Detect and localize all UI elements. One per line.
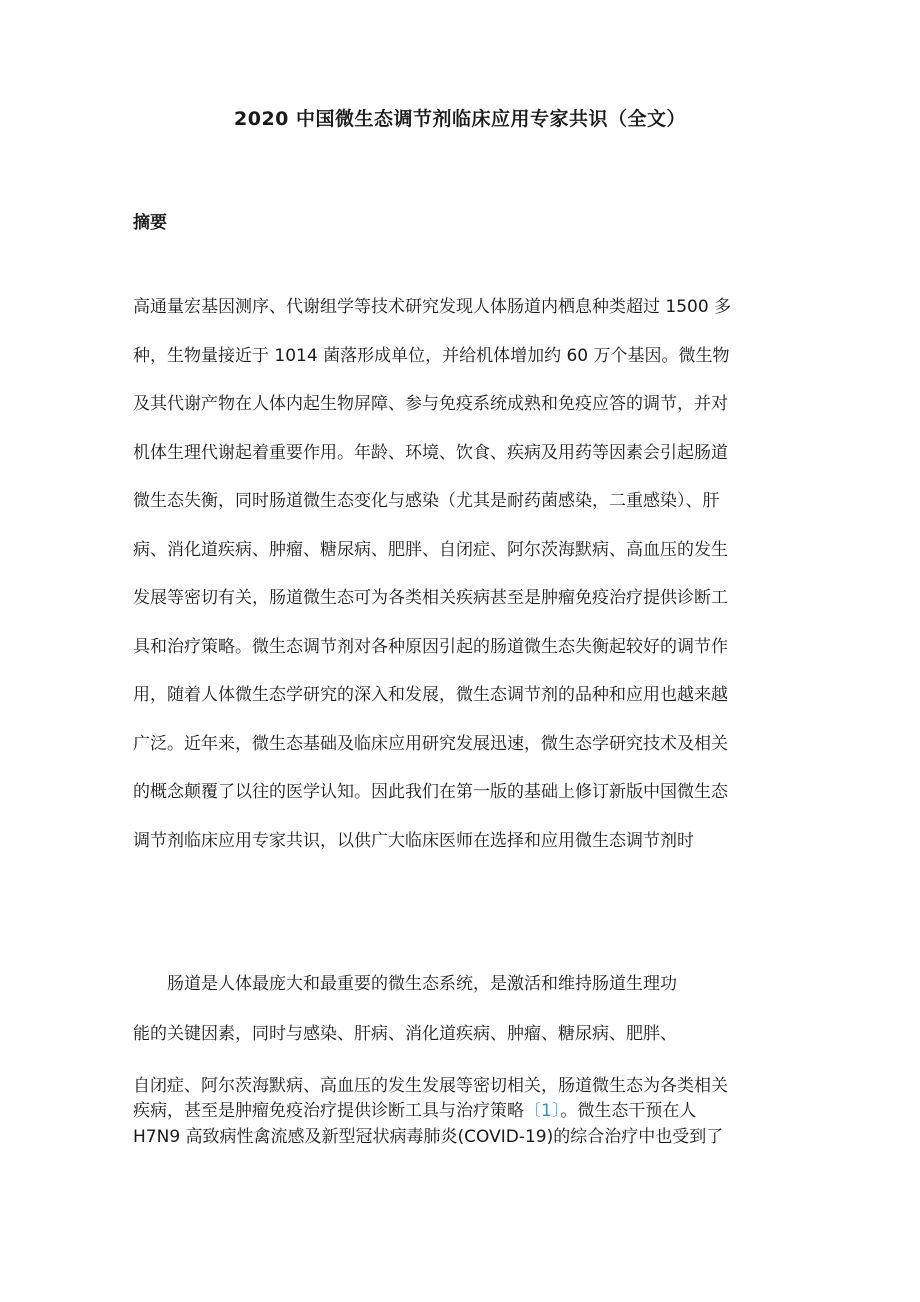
abstract-paragraph	[133, 292, 793, 874]
body-line: 肠道是人体最庞大和最重要的微生态系统，是激活和维持肠道生理功	[133, 974, 677, 994]
abstract-line: 种，生物量接近于 1014 菌落形成单位，并给机体增加约 60 万个基因。微生物	[133, 345, 730, 366]
abstract-line: 机体生理代谢起着重要作用。年龄、环境、饮食、疾病及用药等因素会引起肠道	[133, 442, 728, 463]
abstract-line: 的概念颠覆了以往的医学认知。因此我们在第一版的基础上修订新版中国微生态	[133, 782, 728, 802]
body-line	[133, 1097, 696, 1125]
abstract-line: 广泛。近年来，微生态基础及临床应用研究发展迅速，微生态学研究技术及相关	[133, 733, 728, 754]
document-title: 2020 中国微生态调节剂临床应用专家共识（全文）	[234, 108, 686, 130]
abstract-line: 调节剂临床应用专家共识，以供广大临床医师在选择和应用微生态调节剂时	[133, 830, 694, 851]
body-line-text: 疾病，甚至是肿瘤免疫治疗提供诊断工具与治疗策略	[133, 1101, 524, 1121]
body-line: H7N9 高致病性禽流感及新型冠状病毒肺炎(COVID-19)的综合治疗中也受到了	[133, 1127, 724, 1147]
citation-link[interactable]: 〔1〕	[524, 1101, 561, 1121]
body-line: 自闭症、阿尔茨海默病、高血压的发生发展等密切相关，肠道微生态为各类相关	[133, 1076, 728, 1096]
abstract-heading: 摘要	[133, 213, 167, 233]
abstract-line: 发展等密切有关，肠道微生态可为各类相关疾病甚至是肿瘤免疫治疗提供诊断工	[133, 588, 728, 608]
abstract-line: 微生态失衡，同时肠道微生态变化与感染（尤其是耐药菌感染，二重感染）、肝	[133, 491, 720, 511]
abstract-line: 用，随着人体微生态学研究的深入和发展，微生态调节剂的品种和应用也越来越	[133, 685, 728, 705]
body-line: 能的关键因素，同时与感染、肝病、消化道疾病、肿瘤、糖尿病、肥胖、	[133, 1024, 677, 1044]
abstract-line: 高通量宏基因测序、代谢组学等技术研究发现人体肠道内栖息种类超过 1500 多	[133, 297, 732, 317]
abstract-line: 病、消化道疾病、肿瘤、糖尿病、肥胖、自闭症、阿尔茨海默病、高血压的发生	[133, 539, 728, 560]
body-line-text: 。微生态干预在人	[560, 1101, 697, 1121]
abstract-line: 及其代谢产物在人体内起生物屏障、参与免疫系统成熟和免疫应答的调节，并对	[133, 394, 728, 414]
abstract-line: 具和治疗策略。微生态调节剂对各种原因引起的肠道微生态失衡起较好的调节作	[133, 636, 728, 657]
